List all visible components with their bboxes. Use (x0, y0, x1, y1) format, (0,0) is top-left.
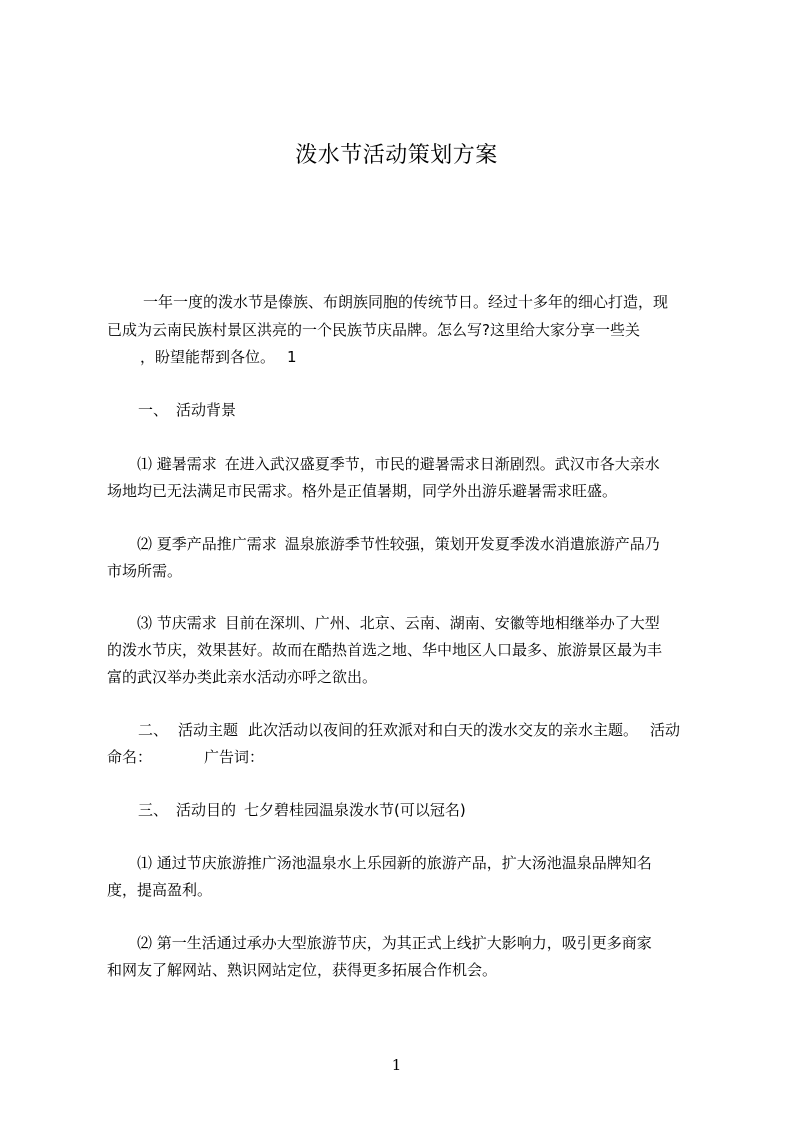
intro-line-2: 已成为云南民族村景区洪亮的一个民族节庆品牌。怎么写?这里给大家分享一些关 (107, 321, 640, 339)
section-1-item-1-label: ⑴ 避暑需求 (137, 455, 217, 473)
section-1-number: 一、 (138, 401, 169, 419)
section-2-tail: 活动 (650, 721, 681, 739)
section-1-item-2-line-2: 市场所需。 (107, 562, 183, 580)
section-3-text: 七夕碧桂园温泉泼水节(可以冠名) (244, 801, 466, 819)
section-3-item-2-line-1: ⑵ 第一生活通过承办大型旅游节庆，为其正式上线扩大影响力，吸引更多商家 (137, 934, 652, 952)
intro-ref-marker: 1 (287, 348, 297, 366)
section-1-item-3-line-3: 富的武汉举办类此亲水活动亦呼之欲出。 (107, 668, 378, 686)
section-2-text: 此次活动以夜间的狂欢派对和白天的泼水交友的亲水主题。 (248, 721, 639, 739)
section-2-slogan-label: 广告词： (204, 748, 265, 766)
page-number: 1 (391, 1056, 402, 1074)
intro-line-1: 一年一度的泼水节是傣族、布朗族同胞的传统节日。经过十多年的细心打造，现 (143, 293, 669, 311)
section-1-item-3-text: 目前在深圳、广州、北京、云南、湖南、安徽等地相继举办了大型 (224, 614, 660, 632)
section-2-naming-label: 命名： (107, 748, 153, 766)
section-1-title: 活动背景 (176, 401, 237, 419)
section-2-line-1 (138, 720, 680, 740)
section-3-item-1-line-1: ⑴ 通过节庆旅游推广汤池温泉水上乐园新的旅游产品，扩大汤池温泉品牌知名 (137, 854, 652, 872)
section-1-item-1-line-1 (137, 454, 660, 474)
section-1-item-1-line-2: 场地均已无法满足市民需求。格外是正值暑期，同学外出游乐避暑需求旺盛。 (107, 482, 618, 500)
section-1-item-2-text: 温泉旅游季节性较强，策划开发夏季泼水消遣旅游产品乃 (284, 535, 660, 553)
section-3-heading (138, 800, 466, 820)
section-1-item-3-label: ⑶ 节庆需求 (137, 614, 217, 632)
section-3-item-2-line-2: 和网友了解网站、熟识网站定位，获得更多拓展合作机会。 (107, 961, 498, 979)
section-1-item-3-line-2: 的泼水节庆，效果甚好。故而在酷热首选之地、华中地区人口最多、旅游景区最为丰 (107, 641, 663, 659)
section-2-title: 活动主题 (178, 721, 239, 739)
section-3-title: 活动目的 (176, 801, 237, 819)
section-1-heading (138, 400, 236, 420)
section-2-number: 二、 (138, 721, 169, 739)
section-1-item-1-text: 在进入武汉盛夏季节，市民的避暑需求日渐剧烈。武汉市各大亲水 (224, 455, 660, 473)
page-title: 泼水节活动策划方案 (295, 143, 498, 168)
intro-line-3 (140, 347, 297, 367)
intro-line-3-text: ，盼望能帮到各位。 (140, 348, 276, 366)
section-3-number: 三、 (138, 801, 169, 819)
section-1-item-2-line-1 (137, 534, 660, 554)
section-3-item-1-line-2: 度，提高盈利。 (107, 881, 213, 899)
section-1-item-3-line-1 (137, 613, 660, 633)
section-1-item-2-label: ⑵ 夏季产品推广需求 (137, 535, 277, 553)
section-2-line-2 (107, 747, 264, 767)
